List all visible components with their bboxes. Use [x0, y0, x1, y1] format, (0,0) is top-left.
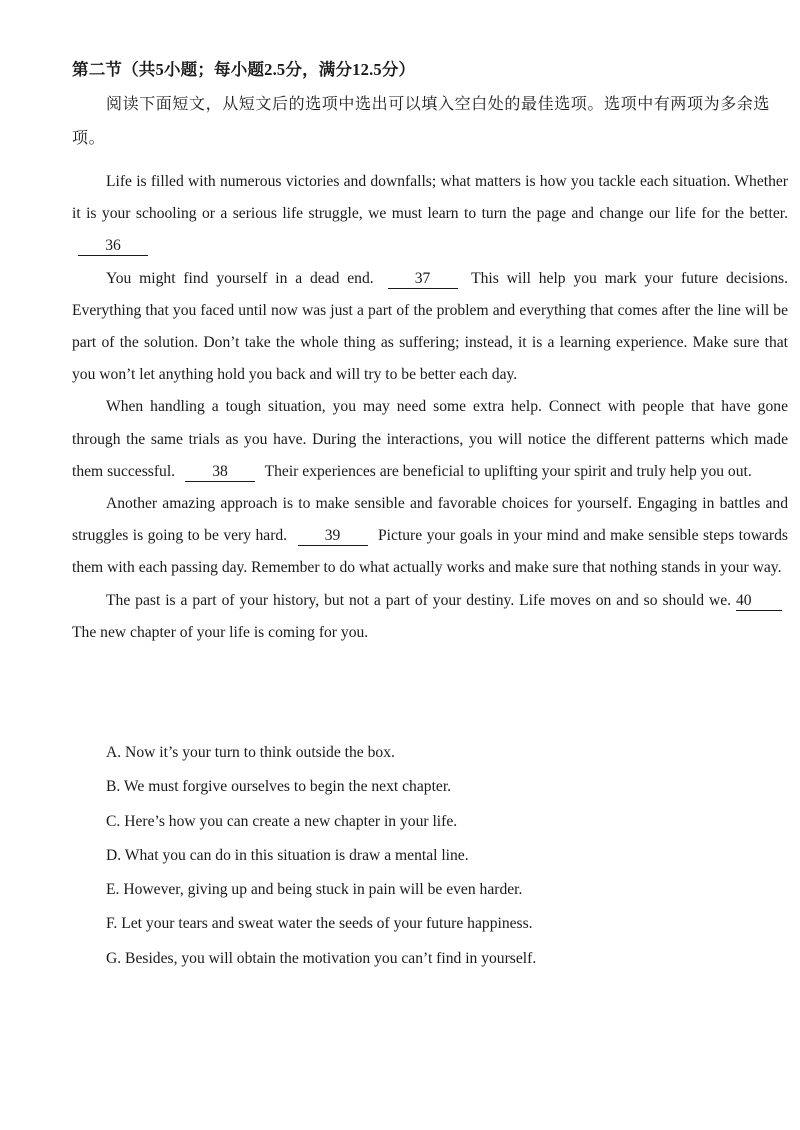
passage-paragraph-1: [72, 166, 788, 263]
option-a: A. Now it’s your turn to think outside the box.: [106, 744, 395, 761]
paragraph-text: Life is filled with numerous victories and downfalls; what matters is how you tackle each situation. Whether it is your schooling or a serious life struggle, we must learn to turn the page and change our life for the better.: [72, 173, 788, 223]
section-heading: 第二节（共5小题；每小题2.5分，满分12.5分）: [72, 60, 416, 79]
passage-paragraph-2: [72, 263, 788, 392]
passage-paragraph-3: [72, 391, 788, 488]
option-g: G. Besides, you will obtain the motivation you can’t find in yourself.: [106, 949, 537, 967]
section-instruction: 阅读下面短文，从短文后的选项中选出可以填入空白处的最佳选项。选项中有两项为多余选项。: [72, 96, 771, 147]
blank-36: 36: [78, 237, 148, 256]
paragraph-text-after: Picture your goals in your mind and make sensible steps towards them with each passing day. Remember to do what actually works and make sure that nothing stands in your way.: [72, 527, 788, 577]
paragraph-text-after: Their experiences are beneficial to uplifting your spirit and truly help you out.: [264, 462, 752, 480]
paragraph-text-before: When handling a tough situation, you may need some extra help. Connect with people that have gone through the same trials as you have. During the interactions, you will notice the different patterns which made them successful.: [72, 398, 788, 480]
reading-passage: [72, 166, 788, 649]
blank-40: 40: [736, 592, 782, 611]
paragraph-text-before: You might find yourself in a dead end.: [106, 269, 374, 287]
option-d: D. What you can do in this situation is draw a mental line.: [106, 846, 469, 864]
blank-38: 38: [185, 463, 255, 482]
paragraph-text-after: The new chapter of your life is coming for you.: [72, 623, 369, 641]
option-c: C. Here’s how you can create a new chapter in your life.: [106, 812, 458, 830]
option-b: B. We must forgive ourselves to begin the next chapter.: [106, 778, 452, 796]
option-f: F. Let your tears and sweat water the seeds of your future happiness.: [106, 915, 533, 933]
blank-37: 37: [388, 270, 458, 289]
option-e: E. However, giving up and being stuck in pain will be even harder.: [106, 881, 523, 899]
answer-options: [106, 736, 786, 976]
paragraph-text-before: The past is a part of your history, but not a part of your destiny. Life moves on and so should we.: [106, 591, 732, 609]
passage-paragraph-4: [72, 488, 788, 585]
paragraph-text-before: Another amazing approach is to make sensible and favorable choices for yourself. Engaging in battles and struggles is going to be very hard.: [72, 495, 788, 545]
blank-39: 39: [298, 527, 368, 546]
passage-paragraph-5: [72, 585, 788, 649]
paragraph-text-after: This will help you mark your future decisions. Everything that you faced until now was just a part of the problem and everything that comes after the line will be part of the solution. Don’t take the whole thing as suffering; instead, it is a learning experience. Make sure that you won’t let anything hold you back and will try to be better each day.: [72, 269, 788, 384]
